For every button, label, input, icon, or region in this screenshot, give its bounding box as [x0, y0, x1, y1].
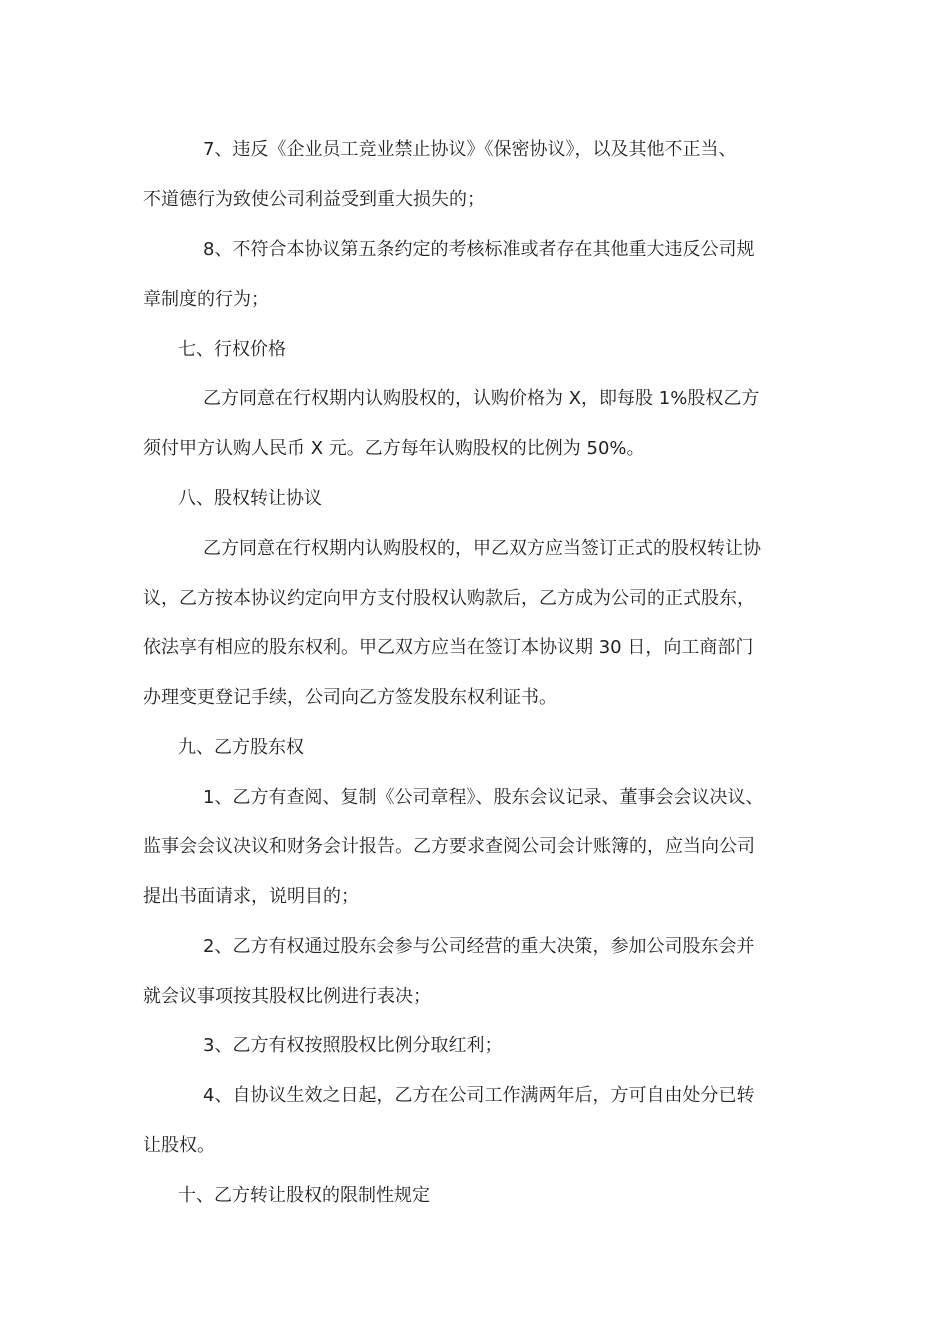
paragraph-line: 1、乙方有查阅、复制《公司章程》、股东会议记录、董事会会议决议、: [203, 787, 764, 808]
paragraph-line: 提出书面请求，说明目的；: [143, 886, 359, 907]
paragraph-line: 让股权。: [143, 1135, 215, 1156]
paragraph-line: 乙方同意在行权期内认购股权的，甲乙双方应当签订正式的股权转让协: [203, 538, 761, 559]
paragraph-line: 8、不符合本协议第五条约定的考核标准或者存在其他重大违反公司规: [203, 239, 755, 260]
paragraph-line: 议，乙方按本协议约定向甲方支付股权认购款后，乙方成为公司的正式股东，: [143, 588, 755, 609]
paragraph-line: 办理变更登记手续，公司向乙方签发股东权利证书。: [143, 687, 557, 708]
paragraph-line: 2、乙方有权通过股东会参与公司经营的重大决策，参加公司股东会并: [203, 936, 755, 957]
paragraph-line: 乙方同意在行权期内认购股权的，认购价格为 X，即每股 1%股权乙方: [203, 388, 760, 409]
paragraph-line: 4、自协议生效之日起，乙方在公司工作满两年后，方可自由处分已转: [203, 1085, 755, 1106]
section-heading: 九、乙方股东权: [178, 737, 304, 758]
section-heading: 十、乙方转让股权的限制性规定: [178, 1185, 430, 1206]
paragraph-line: 监事会会议决议和财务会计报告。乙方要求查阅公司会计账簿的，应当向公司: [143, 836, 755, 857]
section-heading: 七、行权价格: [178, 339, 286, 360]
paragraph-line: 章制度的行为；: [143, 289, 269, 310]
section-heading: 八、股权转让协议: [178, 488, 322, 509]
paragraph-line: 7、违反《企业员工竞业禁止协议》《保密协议》，以及其他不正当、: [203, 139, 737, 160]
paragraph-line: 3、乙方有权按照股权比例分取红利；: [203, 1035, 503, 1056]
paragraph-line: 须付甲方认购人民币 X 元。乙方每年认购股权的比例为 50%。: [143, 438, 645, 459]
paragraph-line: 依法享有相应的股东权利。甲乙双方应当在签订本协议期 30 日，向工商部门: [143, 637, 754, 658]
paragraph-line: 就会议事项按其股权比例进行表决；: [143, 986, 431, 1007]
paragraph-line: 不道德行为致使公司利益受到重大损失的；: [143, 189, 485, 210]
